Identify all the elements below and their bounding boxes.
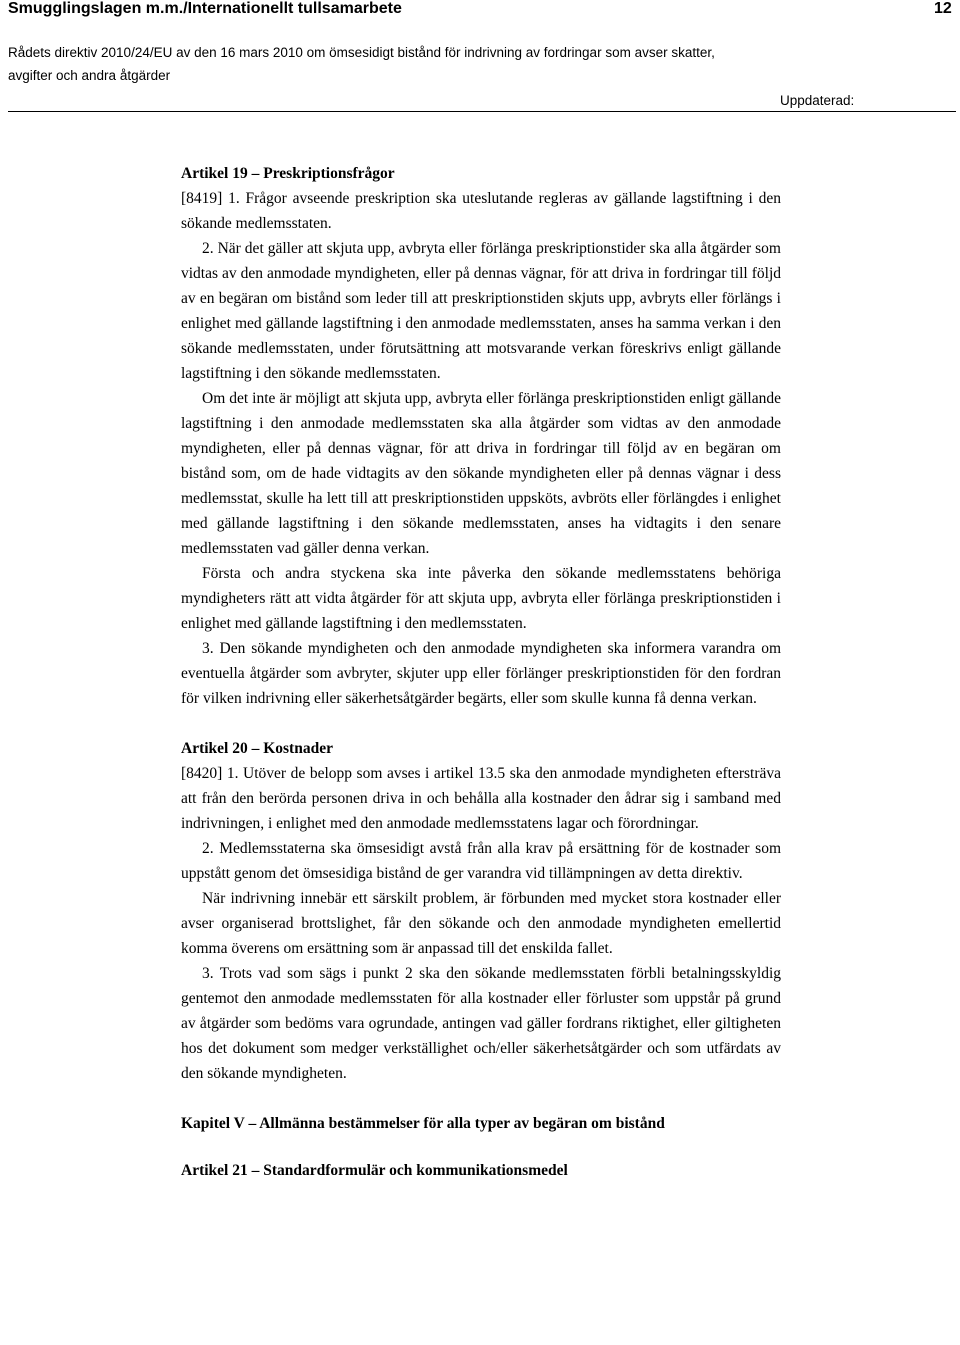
article-20-heading: Artikel 20 – Kostnader: [181, 740, 333, 757]
page-number: 12: [934, 0, 952, 17]
header-divider: [8, 111, 956, 112]
article-19-paragraph-2: 2. När det gäller att skjuta upp, avbryta eller förlänga preskriptionstider ska alla åtgärder som vidtas av den anmodade myndigheten, eller på dennas vägnar, för att driva in fordringar till följd av en begäran om bistånd som leder till att preskriptionstiden skjuts upp, avbryts eller förlängs i enlighet med gällande lagstiftning i den anmodade medlemsstaten, anses ha samma verkan i den sökande medlemsstaten, under förutsättning att motsvarande verkan föreskrivs enligt gällande lagstiftning i den sökande medlemsstaten.: [181, 240, 781, 382]
article-20-paragraph-3: När indrivning innebär ett särskilt problem, är förbunden med mycket stora kostnader eller avser organiserad brottslighet, får den sökande och den anmodade myndigheten emellertid komma överens om ersättning som är anpassad till det enskilda fallet.: [181, 890, 781, 957]
article-19-paragraph-5: 3. Den sökande myndigheten och den anmodade myndigheten ska informera varandra om eventuella åtgärder som avbryter, skjuter upp eller förlänger preskriptionstiden för den fordran för vilken indrivning eller säkerhetsåtgärder begärts, eller som skulle kunna få denna verkan.: [181, 640, 781, 707]
document-subtitle-line2: avgifter och andra åtgärder: [8, 68, 171, 83]
document-title: Smugglingslagen m.m./Internationellt tullsamarbete: [8, 0, 402, 17]
document-body: [181, 161, 781, 1183]
updated-label: Uppdaterad:: [780, 93, 855, 108]
article-20-paragraph-2: 2. Medlemsstaterna ska ömsesidigt avstå från alla krav på ersättning för de kostnader som uppstått genom det ömsesidiga bistånd de ger varandra vid tillämpningen av detta direktiv.: [181, 840, 781, 882]
document-subtitle-line1: Rådets direktiv 2010/24/EU av den 16 mars 2010 om ömsesidigt bistånd för indrivning av fordringar som avser skatter,: [8, 45, 715, 60]
article-20-paragraph-1: [8420] 1. Utöver de belopp som avses i artikel 13.5 ska den anmodade myndigheten eftersträva att från den berörda personen driva in och behålla alla kostnader den ådrar sig i samband med indrivningen, i enlighet med den anmodade medlemsstatens lagar och förordningar.: [181, 765, 781, 832]
article-20-paragraph-4: 3. Trots vad som sägs i punkt 2 ska den sökande medlemsstaten förbli betalningsskyldig gentemot den anmodade medlemsstaten för alla kostnader eller förluster som uppstår på grund av åtgärder som bedöms vara ogrundade, antingen vad gäller fordrans riktighet, eller giltigheten hos det dokument som medger verkställighet och/eller säkerhetsåtgärder och som utfärdats av den sökande myndigheten.: [181, 965, 781, 1082]
article-19-paragraph-3: Om det inte är möjligt att skjuta upp, avbryta eller förlänga preskriptionstiden enligt gällande lagstiftning i den anmodade medlemsstaten ska alla åtgärder som vidtas av den anmodade myndigheten, eller på dennas vägnar, för att driva in fordringar till följd av en begäran om bistånd som, om de hade vidtagits av den sökande myndigheten eller på dennas vägnar i dess medlemsstat, skulle ha lett till att preskriptionstiden uppsköts, avbröts eller förlängdes i enlighet med gällande lagstiftning i den sökande medlemsstaten, anses ha vidtagits i den senare medlemsstaten vad gäller denna verkan.: [181, 390, 781, 557]
article-19-heading: Artikel 19 – Preskriptionsfrågor: [181, 165, 395, 182]
chapter-5-heading: Kapitel V – Allmänna bestämmelser för alla typer av begäran om bistånd: [181, 1115, 665, 1132]
article-19-paragraph-1: [8419] 1. Frågor avseende preskription ska uteslutande regleras av gällande lagstiftning i den sökande medlemsstaten.: [181, 190, 781, 232]
article-21-heading: Artikel 21 – Standardformulär och kommunikationsmedel: [181, 1162, 568, 1179]
article-19-paragraph-4: Första och andra styckena ska inte påverka den sökande medlemsstatens behöriga myndigheters rätt att vidta åtgärder för att skjuta upp, avbryta eller förlänga preskriptionstiden i enlighet med gällande lagstiftning i den medlemsstaten.: [181, 565, 781, 632]
